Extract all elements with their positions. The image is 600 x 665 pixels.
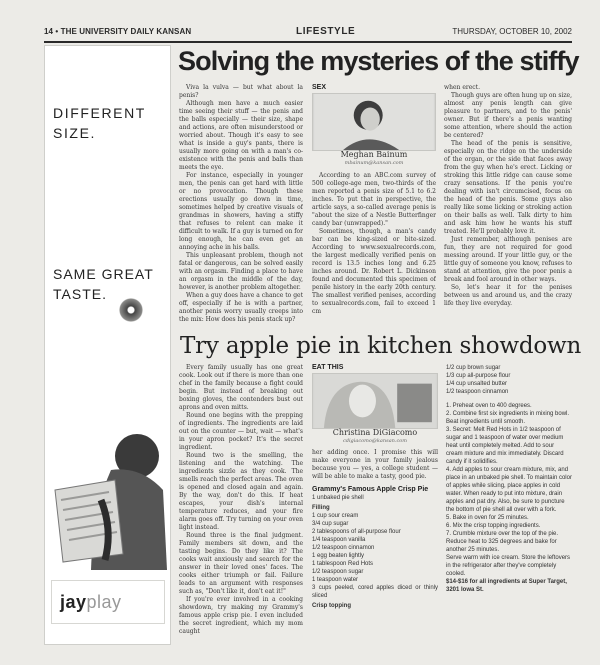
recipe-steps [446,402,572,594]
paragraph: This unpleasant problem, though not fatal or dangerous, can be solved easily with an orgasm. Finding a place to have an orgasm in the middle of the day, however, is another problem altogether. [179,252,303,291]
recipe-shell: 1 unbaked pie shell [312,495,364,501]
recipe-cost: $14-$16 for all ingredients at Super Target, 3201 Iowa St. [446,579,567,593]
paragraph: Viva la vulva — but what about la penis? [179,84,303,99]
paragraph: The head of the penis is sensitive, especially on the ridge on the underside of the organ, or the side that faces away from the guy when he's erect. Licking or stroking this little ridge can cause some crazy sensations. If the penis you're dealing with isn't circumcised, focus on the head of the penis. Some guys also really like some licking or stroking action on their balls as well. Talk dirty to him and ask him how he wants his stuff treated. He'll probably love it. [444,140,572,235]
column-tag: EAT THIS [312,364,344,371]
recipe-title: Grammy's Famous Apple Crisp Pie [312,486,429,493]
paragraph: Round one begins with the prepping of ingredients. The ingredients are laid out on the counter — but, wait — what's in your apron pocket? It's the secret ingredient. [179,412,303,451]
filling-label: Filling [312,505,330,511]
ingredient: 3/4 cup sugar [312,521,349,527]
recipe-step: 3. Secret: Melt Red Hots in 1/2 teaspoon of sugar and 1 teaspoon of water over medium heat until completely melted. Add to sour cream mixture and mix immediately. Discard candy if it solidifies. [446,427,564,465]
issue-date: THURSDAY, OCTOBER 10, 2002 [452,27,572,36]
column-tag: SEX [312,84,327,91]
page-header [44,27,572,41]
paragraph: when erect. [444,84,480,91]
paragraph: If you're ever involved in a cooking showdown, try making my Grammy's famous apple crisp pie. I even included the secret ingredient, which my mom caught [179,596,303,635]
ingredient: 1 egg beaten lightly [312,553,365,559]
story1-headline: Solving the mysteries of the stiffy [178,46,579,76]
story1-column-3 [444,84,572,328]
section-name: LIFESTYLE [296,26,356,37]
author-name: Christina DiGiacomo [332,428,418,437]
recipe-step: Serve warm with ice cream. Store the leftovers in the refrigerator after they've completely cooled. [446,555,571,577]
ingredient: 1 teaspoon water [312,577,359,583]
recipe-step: 2. Combine first six ingredients in mixing bowl. Beat ingredients until smooth. [446,411,570,425]
ingredient: 3 cups peeled, cored apples diced or thinly sliced [312,585,438,599]
topping-list [446,364,572,396]
paragraph: Although men have a much easier time seeing their stuff — the penis and the balls especially — their size, shape and actions, are often misunderstood or worried about. Though it's easy to see what is inside a guy's pants, there is usually more going on with a man's co-existence with the penis and balls than meets the eye. [179,100,303,171]
paragraph: According to an ABC.com survey of 500 college-age men, two-thirds of the men reported a penis size of 5.1 to 6.2 inches. To put that in perspective, the article says, a so-called average penis is "about the size of a Nestle Butterfinger candy bar (unwrapped)." [312,172,436,227]
paragraph: Round two is the smelling, the listening and the watching. The ingredients sizzle as they cook. The smells reach the perfect areas. The oven is opened and closed again and again. By the way, don't do this. If heat escapes, your dish's internal temperature reduces, and your fire alarm goes off. Try turning on your oven light instead. [179,452,303,531]
paragraph: For instance, especially in younger men, the penis can get hard with little or no provocation. Though these erections usually go down in time, sometimes helped by creative visuals of grandmas in showers, having a stiffy that refuses to relent can make it difficult to walk. If a guy is turned on for long enough, he can even get an annoying ache in his balls. [179,172,303,251]
ad-tagline-top [53,103,146,143]
paragraph: Round three is the final judgment. Family members sit down, and the tasting begins. Do they like it? The cooks wait anxiously and search for the answer in their loved ones' faces. The cooks either triumph or fail. Failure leads to an argument with responses such as, "Don't like it, don't eat it!" [179,532,303,595]
ad-line: DIFFERENT [53,105,146,121]
ad-line: SIZE. [53,125,97,141]
ad-line: SAME GREAT [53,266,154,282]
paragraph: her adding once. I promise this will make everyone in your family jealous because you — yes, a college student — will be able to make a tasty, good pie. [312,449,438,480]
author-email: cdigiacomo@kansan.com [342,438,408,444]
ingredient: 1 cup sour cream [312,513,359,519]
ad-tagline-bottom [53,264,154,304]
brand-logo-part: play [86,592,122,612]
paragraph: Every family usually has one great cook. Look out if there is more than one chef in the family because a fight could begin. But instead of breaking out boxing gloves, the contenders bust out aprons and oven mitts. [179,364,303,411]
recipe-step: 1. Preheat oven to 400 degrees. [446,403,532,409]
ad-line: TASTE. [53,286,107,302]
author-email: mbainum@kansan.com [344,160,404,166]
ad-brand-logo [51,580,165,624]
story1-column-1 [179,84,303,328]
recipe-step: 6. Mix the crisp topping ingredients. [446,523,541,529]
ingredient: 1 tablespoon Red Hots [312,561,374,567]
author-portrait [312,93,436,151]
paragraph: Though guys are often hung up on size, almost any penis length can give pleasure to partners, and to the penis' owner. But if there's a penis wanting some attention, where should the action be centered? [444,92,572,139]
ingredient: 1/2 teaspoon cinnamon [446,389,509,395]
ad-photo-person-reading [51,430,167,570]
story2-column-2 [312,364,438,644]
paragraph: Sometimes, though, a man's candy bar can be king-sized or bite-sized. According to www.sexualrecords.com, the largest medically verified penis on record is 13.5 inches long and 6.25 inches around. Dr. Robert L. Dickinson found and documented this specimen of penile history in the early 20th century. The smallest verified penises, according to sexualrecords.com, fail to exceed 1 cm [312,228,436,315]
ingredient: 1/3 cup all-purpose flour [446,373,511,379]
ingredient: 2 tablespoons of all-purpose flour [312,529,401,535]
ingredient: 1/4 teaspoon vanilla [312,537,366,543]
spotlight-graphic [119,298,143,322]
story1-column-2 [312,84,436,328]
author-name: Meghan Bainum [340,150,408,159]
topping-label: Crisp topping [312,603,351,609]
ingredient: 1/2 teaspoon cinnamon [312,545,375,551]
paragraph: Just remember, although penises are fun, they are not required for good messing around. If your little guy, or the little guy of someone you know, refuses to stand at attention, give the poor penis a break and fool around in other ways. [444,236,572,283]
ingredient: 1/2 teaspoon sugar [312,569,364,575]
recipe-step: 5. Bake in oven for 25 minutes. [446,515,529,521]
ingredient: 1/2 cup brown sugar [446,365,501,371]
page-number-and-paper: 14 • THE UNIVERSITY DAILY KANSAN [44,27,192,36]
recipe-step: 4. Add apples to sour cream mixture, mix, and place in an unbaked pie shell. To maintain color of apples while slicing, place apples in cold water. When ready to put into mixture, drain apples and pat dry. Also, be sure to puncture the bottom of pie shell all over with a fork. [446,467,572,513]
author-portrait [312,373,438,429]
ingredient: 1/4 cup unsalted butter [446,381,508,387]
header-rule [44,41,572,43]
recipe-step: 7. Crumble mixture over the top of the pie. Reduce heat to 325 degrees and bake for another 25 minutes. [446,531,559,553]
story2-column-3 [446,364,572,644]
paragraph: When a guy does have a chance to get off, especially if he is with a partner, another penis worry usually creeps into the mix: How does his penis stack up? [179,292,303,323]
paragraph: So, let's hear it for the penises between us and around us, and the crazy life they live everyday. [444,284,572,307]
brand-logo-part: jay [60,592,87,612]
story2-column-1 [179,364,303,644]
advertisement [44,45,171,645]
filling-list [312,512,438,600]
story2-headline: Try apple pie in kitchen showdown [180,333,582,359]
